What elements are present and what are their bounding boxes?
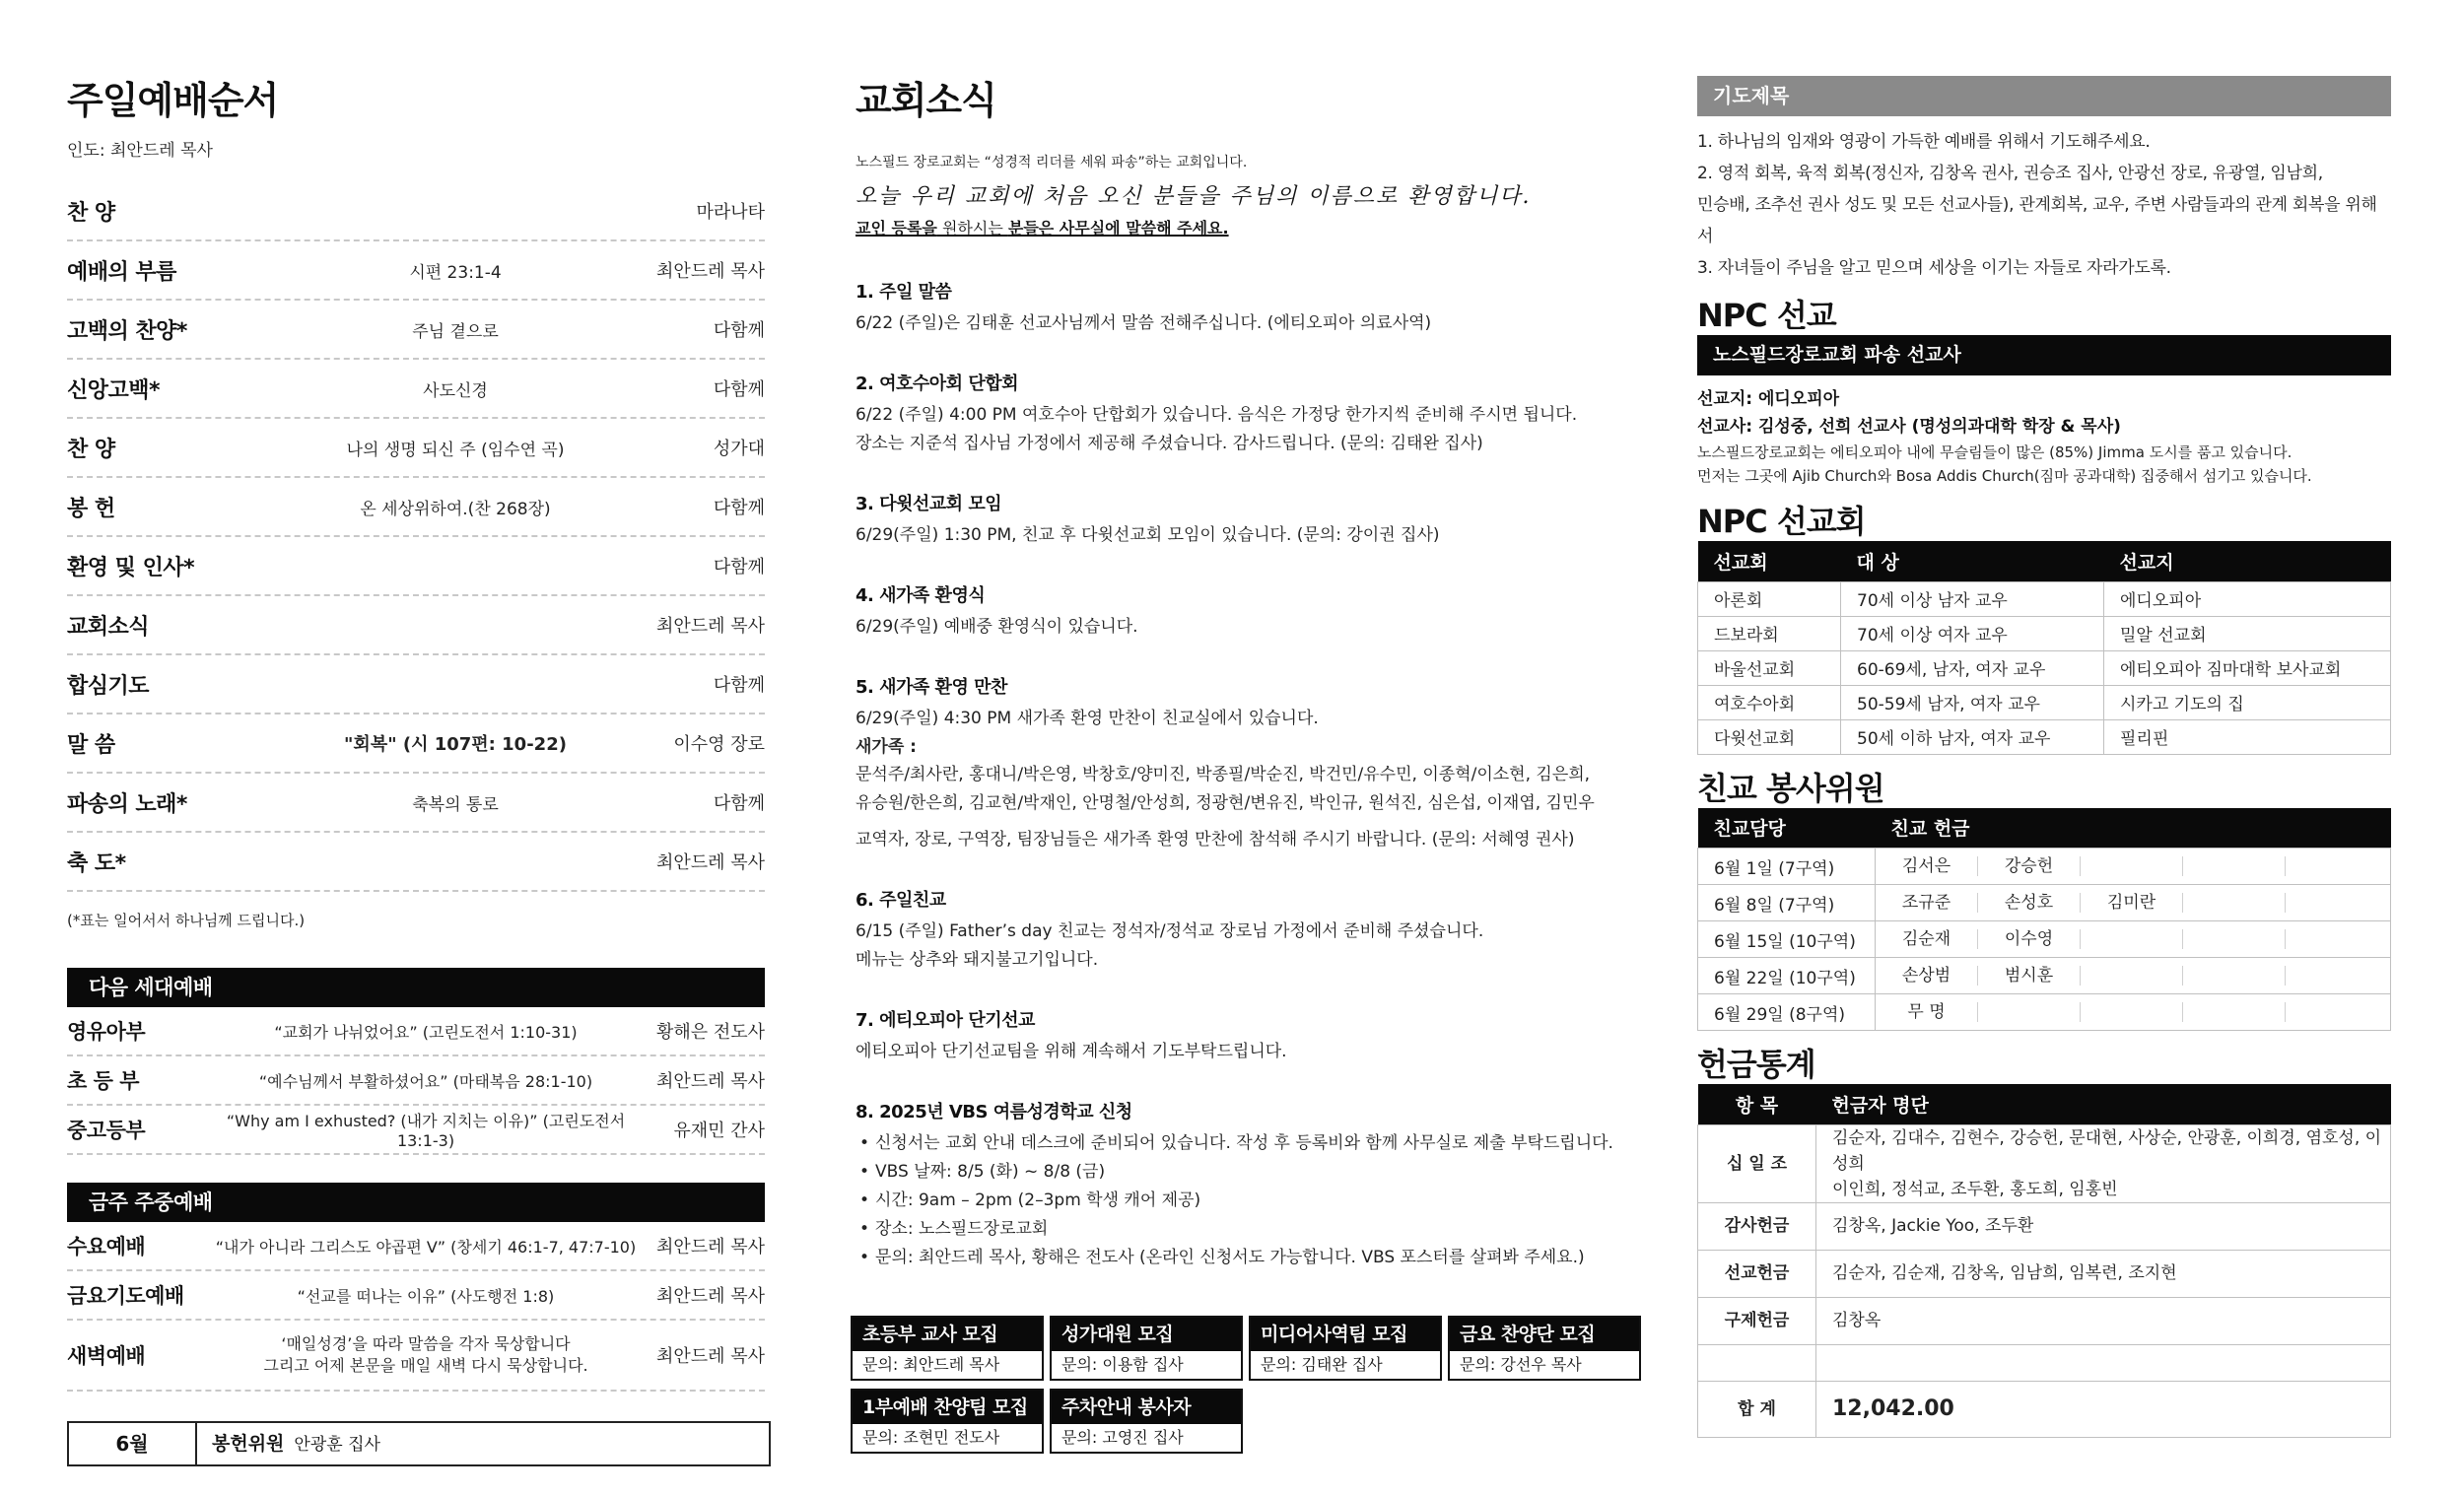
worship-leader: 인도: 최안드레 목사	[67, 141, 213, 161]
order-row: 축 도* 최안드레 목사	[67, 833, 765, 892]
table-row: 바울선교회 60-69세, 남자, 여자 교우 에티오피아 짐마대학 보사교회	[1698, 650, 2391, 685]
worship-order-title: 주일예배순서	[67, 79, 279, 122]
news-title: 교회소식	[856, 79, 996, 122]
committee-label: 봉헌위원	[212, 1433, 285, 1455]
recruit-box: 금요 찬양단 모집 문의: 강선우 목사	[1448, 1316, 1641, 1381]
offering-stats-table: 항 목 헌금자 명단 십 일 조 김순자, 김대수, 김현수, 강승헌, 문대현, 사상순, 안광훈, 이희경, 염호성, 이성희 이인희, 정석교, 조두환, 홍도희, 임홍빈 감사헌금 김창옥, Jackie Yoo, 조두환 선교헌금 김순자, 김순재, 김창옥, 임남희, 임복련, 조지현 구제헌금 김창옥 합 계 12,042.00	[1697, 1084, 2391, 1438]
table-row: 드보라회 70세 이상 여자 교우 밀알 선교회	[1698, 616, 2391, 650]
order-row-sermon: 말 씀 "회복" (시 107편: 10-22) 이수영 장로	[67, 714, 765, 774]
news-item: 5. 새가족 환영 만찬 6/29(주일) 4:30 PM 새가족 환영 만찬이 친교실에서 있습니다. 새가족 : 문석주/최사란, 홍대니/박은영, 박창호/양미진, 박종필/박순진, 박건민/유수민, 이종혁/이소현, 김은희, 유승원/한은희, 김교현/박재인, 안명철/안성희, 정광현/변유진, 박인규, 원석진, 심은섭, 이재엽, 김민우 교역자, 장로, 구역장, 팀장님들은 새가족 환영 만찬에 참석해 주시기 바랍니다. (문의: 서혜영 권사)	[856, 677, 1595, 850]
recruit-box: 주차안내 봉사자 문의: 고영진 집사	[1050, 1389, 1243, 1454]
table-row: 감사헌금 김창옥, Jackie Yoo, 조두환	[1698, 1202, 2391, 1250]
standing-footnote: (*표는 일어서서 하나님께 드립니다.)	[67, 912, 306, 929]
offering-committee-box	[67, 1421, 771, 1466]
recruit-box: 미디어사역팀 모집 문의: 김태완 집사	[1249, 1316, 1442, 1381]
order-row: 교회소식 최안드레 목사	[67, 596, 765, 655]
total-row: 합 계 12,042.00	[1698, 1381, 2391, 1437]
news-item: 2. 여호수아회 단합회 6/22 (주일) 4:00 PM 여호수아 단합회가 있습니다. 음식은 가정당 한가지씩 준비해 주시면 됩니다. 장소는 지준석 집사님 가정에서 제공해 주셨습니다. 감사드립니다. (문의: 김태완 집사)	[856, 374, 1578, 453]
worship-order-column	[67, 77, 765, 1466]
news-item: 6. 주일친교 6/15 (주일) Father’s day 친교는 정석자/정석교 장로님 가정에서 준비해 주셨습니다. 메뉴는 상추와 돼지불고기입니다.	[856, 890, 1484, 970]
church-intro: 노스필드 장로교회는 “성경적 리더를 세워 파송”하는 교회입니다.	[856, 155, 1248, 170]
next-gen-row: 중고등부 “Why am I exhusted? (내가 지치는 이유)” (고린도전서 13:1-3) 유재민 간사	[67, 1106, 765, 1155]
order-row: 봉 헌 온 세상위하여.(찬 268장) 다함께	[67, 478, 765, 537]
npc-groups-table: 선교회 대 상 선교지 아론회 70세 이상 남자 교우 에디오피아 드보라회 70세 이상 여자 교우 밀알 선교회 바울선교회 60-69세, 남자, 여자 교우 에티오피아 짐마대학 보사교회 여호수아회 50-59세 남자, 여자 교우 시카고 기도의 집 다윗선교회 50세 이하 남자, 여자 교우 필리핀	[1697, 541, 2391, 755]
order-row: 신앙고백* 사도신경 다함께	[67, 360, 765, 419]
news-item-vbs: 8. 2025년 VBS 여름성경학교 신청 • 신청서는 교회 안내 데스크에 준비되어 있습니다. 작성 후 등록비와 함께 사무실로 제출 부탁드립니다. • VBS 날짜: 8/5 (화) ~ 8/8 (금) • 시간: 9am – 2pm (2–3pm 학생 캐어 제공) • 장소: 노스필드장로교회 • 문의: 최안드레 목사, 황해은 전도사 (온라인 신청서도 가능합니다. VBS 포스터를 살펴봐 주세요.)	[856, 1098, 1664, 1272]
table-row: 여호수아회 50-59세 남자, 여자 교우 시카고 기도의 집	[1698, 685, 2391, 719]
table-row: 6월 15일 (10구역) 김순재 이수영	[1698, 921, 2391, 958]
next-gen-header: 다음 세대예배	[67, 968, 765, 1007]
order-row: 고백의 찬양* 주님 곁으로 다함께	[67, 301, 765, 360]
prayer-list: 1. 하나님의 임재와 영광이 가득한 예배를 위해서 기도해주세요. 2. 영적 회복, 육적 회복(정신자, 김창옥 권사, 권승조 집사, 안광선 장로, 유광열, 임남희, 민승배, 조추선 권사 성도 및 모든 선교사들), 관계회복, 교우, 주변 사람들과의 관계 회복을 위해서 3. 자녀들이 주님을 알고 믿으며 세상을 이기는 자들로 자라가도록.	[1697, 132, 2377, 278]
recruitment-boxes	[851, 1316, 1659, 1454]
missionary-header: 노스필드장로교회 파송 선교사	[1697, 335, 2391, 375]
order-row: 찬 양 마라나타	[67, 182, 765, 241]
weekday-row: 수요예배 “내가 아니라 그리스도 야곱편 V” (창세기 46:1-7, 47:7-10) 최안드레 목사	[67, 1222, 765, 1271]
recruit-box: 1부예배 찬양팀 모집 문의: 조현민 전도사	[851, 1389, 1044, 1454]
offering-total: 12,042.00	[1816, 1381, 2391, 1437]
committee-person: 안광훈 집사	[294, 1435, 380, 1455]
order-row: 파송의 노래* 축복의 통로 다함께	[67, 774, 765, 833]
news-item: 7. 에티오피아 단기선교 에티오피아 단기선교팀을 위해 계속해서 기도부탁드립니다.	[856, 1010, 1287, 1061]
table-row: 다윗선교회 50세 이하 남자, 여자 교우 필리핀	[1698, 719, 2391, 754]
table-row: 아론회 70세 이상 남자 교우 에디오피아	[1698, 581, 2391, 616]
committee-month: 6월	[69, 1423, 197, 1464]
news-item: 4. 새가족 환영식 6/29(주일) 예배중 환영식이 있습니다.	[856, 585, 1138, 637]
table-row: 6월 22일 (10구역) 손상범 범시훈	[1698, 958, 2391, 994]
prayer-header: 기도제목	[1697, 76, 2391, 116]
news-item: 3. 다윗선교회 모임 6/29(주일) 1:30 PM, 친교 후 다윗선교회 모임이 있습니다. (문의: 강이권 집사)	[856, 494, 1440, 545]
recruit-box: 성가대원 모집 문의: 이용함 집사	[1050, 1316, 1243, 1381]
table-row: 6월 1일 (7구역) 김서은 강승헌	[1698, 849, 2391, 885]
registration-note: 교인 등록을 원하시는 분들은 사무실에 말씀해 주세요.	[856, 219, 1229, 238]
weekday-header: 금주 주중예배	[67, 1183, 765, 1222]
order-row: 합심기도 다함께	[67, 655, 765, 714]
news-column	[856, 77, 1664, 1304]
recruit-box: 초등부 교사 모집 문의: 최안드레 목사	[851, 1316, 1044, 1381]
fellowship-table: 친교담당 친교 헌금 6월 1일 (7구역) 김서은 강승헌 6월 8일 (7구역) 조규준 손성호 김미란 6월 15일 (10구역) 김순재 이수영 6월 22일 (10구역) 손상범 범시훈 6월 29일 (8구역) 무 명	[1697, 808, 2391, 1032]
table-row: 6월 29일 (8구역) 무 명	[1698, 994, 2391, 1031]
order-row: 예배의 부름 시편 23:1-4 최안드레 목사	[67, 241, 765, 301]
table-row: 구제헌금 김창옥	[1698, 1297, 2391, 1344]
news-list	[856, 278, 1664, 1272]
next-gen-row: 영유아부 “교회가 나뉘었어요” (고린도전서 1:10-31) 황해은 전도사	[67, 1007, 765, 1056]
mission-info: 선교지: 에디오피아 선교사: 김성중, 선희 선교사 (명성의과대학 학장 & 목사) 노스필드장로교회는 에티오피아 내에 무슬림들이 많은 (85%) Jimma 도시를 품고 있습니다. 먼저는 그곳에 Ajib Church와 Bosa Addis Church(짐마 공과대학) 집중해서 섬기고 있습니다.	[1697, 389, 2312, 485]
weekday-row: 금요기도예배 “선교를 떠나는 이유” (사도행전 1:8) 최안드레 목사	[67, 1271, 765, 1321]
worship-order-list	[67, 182, 765, 892]
table-row: 6월 8일 (7구역) 조규준 손성호 김미란	[1698, 885, 2391, 921]
table-row: 선교헌금 김순자, 김순재, 김창옥, 임남희, 임복련, 조지현	[1698, 1250, 2391, 1297]
fellowship-title: 친교 봉사위원	[1697, 769, 1884, 807]
order-row: 환영 및 인사* 다함께	[67, 537, 765, 596]
order-row: 찬 양 나의 생명 되신 주 (임수연 곡) 성가대	[67, 419, 765, 478]
next-gen-row: 초 등 부 “예수님께서 부활하셨어요” (마태복음 28:1-10) 최안드레 목사	[67, 1056, 765, 1106]
table-row: 십 일 조 김순자, 김대수, 김현수, 강승헌, 문대현, 사상순, 안광훈, 이희경, 염호성, 이성희 이인희, 정석교, 조두환, 홍도희, 임홍빈	[1698, 1124, 2391, 1202]
weekday-row: 새벽예배 ‘매일성경’을 따라 말씀을 각자 묵상합니다 그리고 어제 본문을 매일 새벽 다시 묵상합니다. 최안드레 목사	[67, 1321, 765, 1392]
offering-stats-title: 헌금통계	[1697, 1046, 1815, 1083]
npc-groups-title: NPC 선교회	[1697, 503, 1866, 540]
info-column	[1697, 76, 2391, 1438]
news-item: 1. 주일 말씀 6/22 (주일)은 김태훈 선교사님께서 말씀 전해주십니다. (에티오피아 의료사역)	[856, 282, 1432, 333]
welcome-handwriting: 오늘 우리 교회에 처음 오신 분들을 주님의 이름으로 환영합니다.	[856, 184, 1532, 209]
table-row	[1698, 1344, 2391, 1381]
npc-mission-title: NPC 선교	[1697, 297, 1836, 334]
